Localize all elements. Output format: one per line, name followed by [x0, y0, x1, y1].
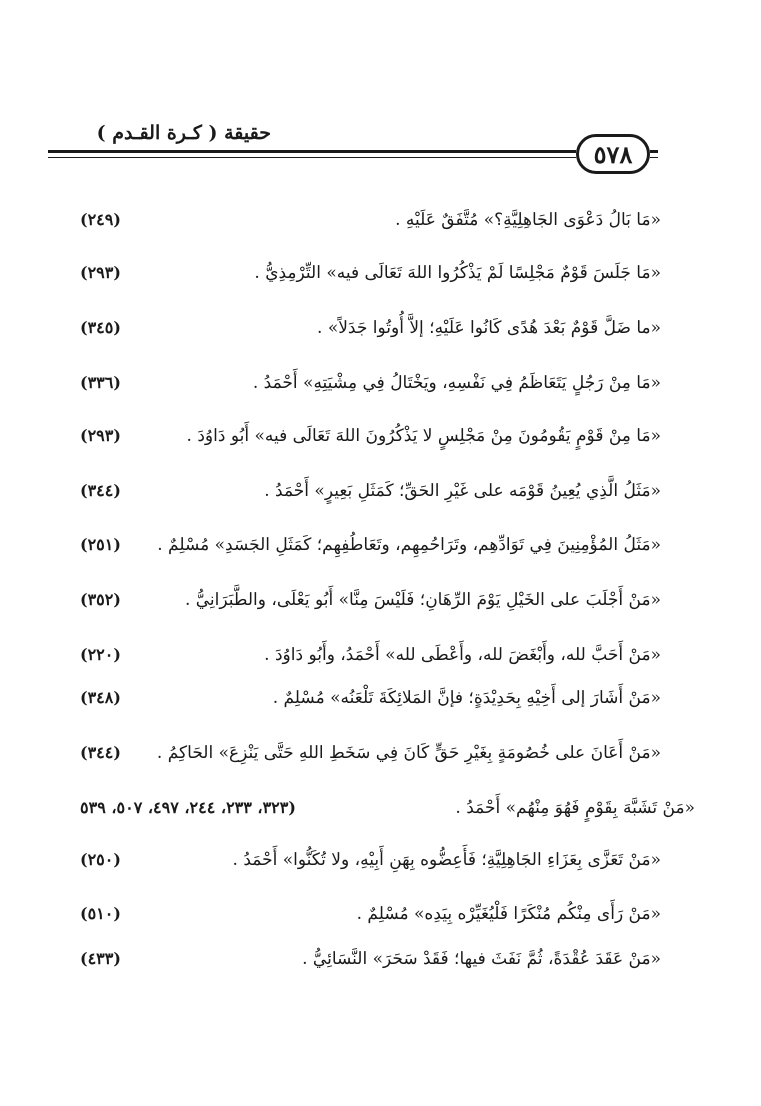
page-reference: (٣٣٦) [80, 373, 121, 392]
hadith-text: «مَنْ أَجْلَبَ على الخَيْلِ يَوْمَ الرِّهَانِ؛ فَلَيْسَ مِنَّا» أَبُو يَعْلَى، والطَّبَرَانِيُّ . [184, 590, 661, 610]
hadith-text: «مَا مِنْ رَجُلٍ يَتَعَاظَمُ فِي نَفْسِهِ، ويَخْتَالُ فِي مِشْيَتِهِ» أَحْمَدُ . [252, 373, 661, 393]
page-number: ٥٧٨ [576, 134, 650, 174]
page-reference: (٢٤٩) [80, 210, 121, 229]
index-entry [0, 205, 761, 239]
page-reference: (٢٢٠) [80, 645, 121, 664]
hadith-text: «مَا بَالُ دَعْوَى الجَاهِلِيَّةِ؟» مُتَّفَقٌ عَلَيْهِ . [395, 210, 661, 230]
index-entry [0, 738, 761, 772]
index-entry [0, 944, 761, 978]
index-entry [0, 793, 761, 827]
page-reference: (٣٤٥) [80, 318, 121, 337]
index-entry [0, 899, 761, 933]
hadith-text: «مَنْ أَعَانَ على خُصُومَةٍ بِغَيْرِ حَقٍّ كَانَ فِي سَخَطِ اللهِ حَتَّى يَنْزِعَ» الحَاكِمُ . [156, 743, 661, 763]
page-reference: (٢٥١) [80, 535, 121, 554]
page-reference: (٣٢٣، ٢٣٣، ٢٤٤، ٤٩٧، ٥٠٧، ٥٣٩ [80, 798, 296, 817]
hadith-text: «ما ضَلَّ قَوْمٌ بَعْدَ هُدًى كَانُوا عَلَيْهِ؛ إلاَّ أُوتُوا جَدَلاً» . [317, 318, 661, 338]
hadith-text: «مَنْ عَقَدَ عُقْدَةً، ثُمَّ نَفَثَ فيها؛ فَقَدْ سَحَرَ» النَّسَائِيُّ . [302, 949, 661, 969]
page-reference: (٣٤٨) [80, 688, 121, 707]
hadith-text: «مَا مِنْ قَوْمٍ يَقُومُونَ مِنْ مَجْلِسٍ لا يَذْكُرُونَ اللهَ تَعَالَى فيه» أَبُو دَاوُدَ . [186, 426, 661, 446]
header-rule-right [650, 150, 658, 158]
header-rule [48, 150, 576, 158]
hadith-text: «مَنْ تَشَبَّهَ بِقَوْمٍ فَهُوَ مِنْهُم» أَحْمَدُ . [455, 798, 695, 818]
index-entry [0, 421, 761, 455]
index-entry [0, 640, 761, 674]
hadith-text: «مَا جَلَسَ قَوْمٌ مَجْلِسًا لَمْ يَذْكُرُوا اللهَ تَعَالَى فيه» التِّرْمِذِيُّ . [254, 263, 661, 283]
index-entry [0, 258, 761, 292]
hadith-text: «مَنْ أَشَارَ إلى أَخِيْهِ بِحَدِيْدَةٍ؛ فإنَّ المَلائِكَةَ تَلْعَنُه» مُسْلِمٌ . [272, 688, 661, 708]
page-reference: (٥١٠) [80, 904, 121, 923]
index-entry [0, 585, 761, 619]
index-entry [0, 845, 761, 879]
hadith-text: «مَنْ تَعَزَّى بِعَزَاءِ الجَاهِلِيَّةِ؛ فَأَعِضُّوه بِهَنِ أَبِيْهِ، ولا تُكَنُّوا» أَحْمَدُ . [232, 850, 661, 870]
page-reference: (٢٩٣) [80, 263, 121, 282]
page-reference: (٣٤٤) [80, 481, 121, 500]
hadith-text: «مَنْ أَحَبَّ لله، وأَبْغَضَ لله، وأَعْطَى لله» أَحْمَدُ، وأَبُو دَاوُدَ . [264, 645, 661, 665]
page-reference: (٣٤٤) [80, 743, 121, 762]
index-entry [0, 683, 761, 717]
index-entry [0, 368, 761, 402]
page-reference: (٣٥٢) [80, 590, 121, 609]
index-entry [0, 530, 761, 564]
hadith-text: «مَثَلُ الَّذِي يُعِينُ قَوْمَه على غَيْرِ الحَقِّ؛ كَمَثَلِ بَعِيرٍ» أَحْمَدُ . [264, 481, 661, 501]
index-entry [0, 313, 761, 347]
page-title: حقيقة ( كـرة القـدم ) [96, 122, 271, 144]
hadith-text: «مَثَلُ المُؤْمِنِينَ فِي تَوَادِّهِم، وتَرَاحُمِهِم، وتَعَاطُفِهِم؛ كَمَثَلِ الجَسَدِ» مُسْلِمٌ . [157, 535, 661, 555]
page-reference: (٢٥٠) [80, 850, 121, 869]
index-entry [0, 476, 761, 510]
page-reference: (٢٩٣) [80, 426, 121, 445]
hadith-text: «مَنْ رَأَى مِنْكُم مُنْكَرًا فَلْيُغَيِّرْه بِيَدِه» مُسْلِمٌ . [356, 904, 661, 924]
page-reference: (٤٣٣) [80, 949, 121, 968]
